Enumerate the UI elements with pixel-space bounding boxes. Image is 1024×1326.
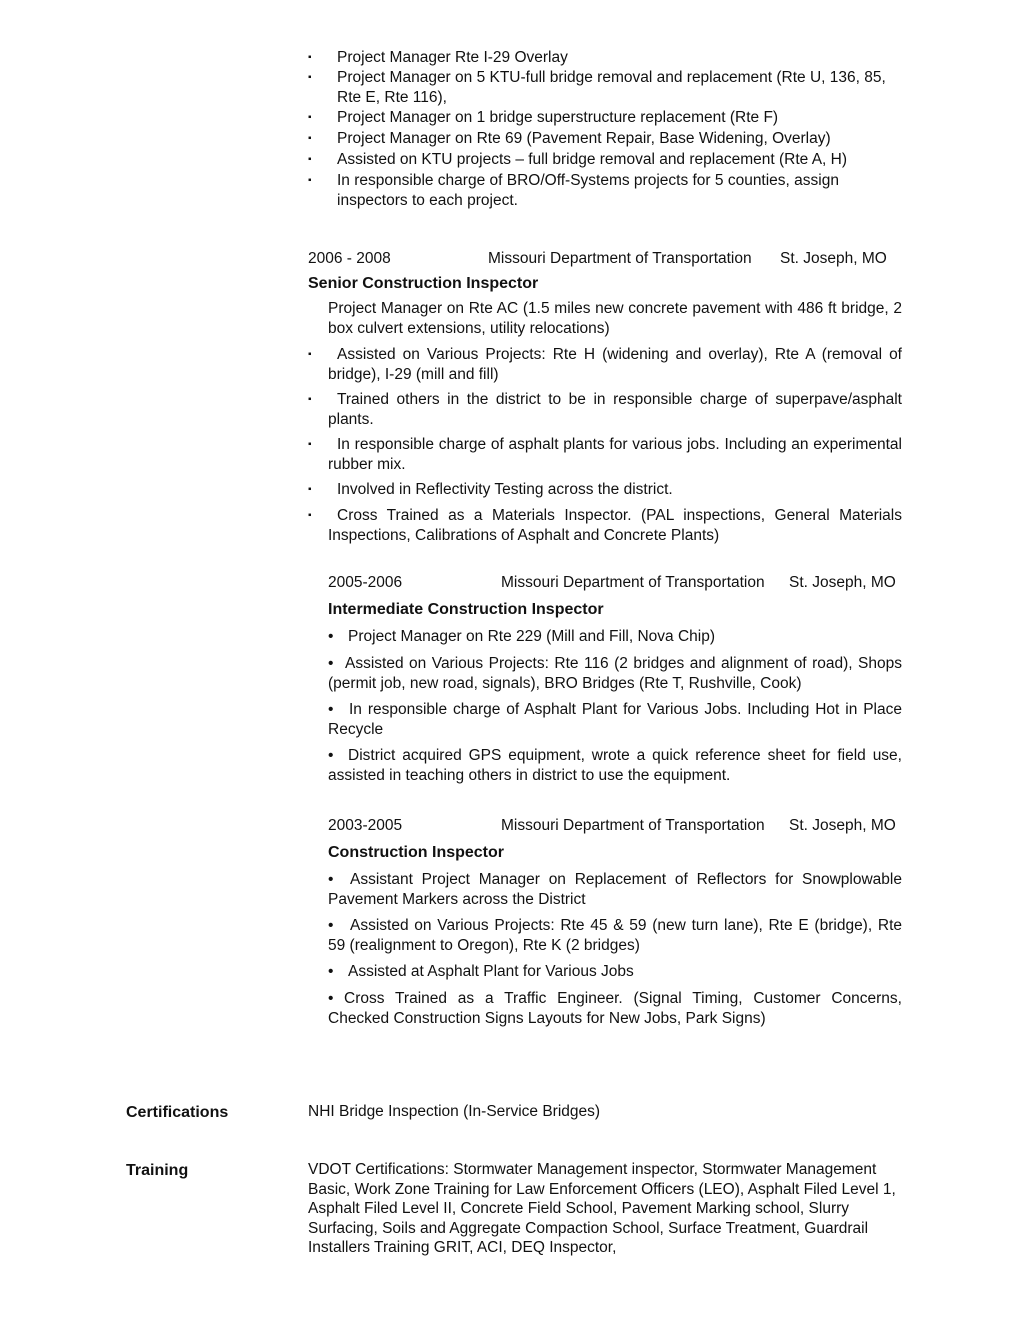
list-item: District acquired GPS equipment, wrote a quick reference sheet for field use, assisted in teaching others in district to use the equipment. bbox=[328, 747, 902, 784]
bullet-marker: ▪ bbox=[308, 112, 312, 123]
list-item: Cross Trained as a Traffic Engineer. (Signal Timing, Customer Concerns, Checked Construction Signs Layouts for New Jobs, Park Signs) bbox=[328, 990, 902, 1027]
bullet-text: Project Manager on 1 bridge superstructure replacement (Rte F) bbox=[337, 109, 779, 126]
bullet-marker: • bbox=[328, 747, 334, 764]
list-item: Project Manager on Rte 229 (Mill and Fill, Nova Chip) bbox=[348, 628, 715, 645]
list-item bbox=[308, 129, 908, 149]
bullet-marker: ▪ bbox=[308, 175, 312, 186]
job-employer: Missouri Department of Transportation bbox=[488, 250, 752, 267]
job-employer: Missouri Department of Transportation bbox=[501, 817, 765, 834]
list-item: Assisted on Various Projects: Rte 116 (2 bridges and alignment of road), Shops (permit job, new road, signals), BRO Bridges (Rte T, Rushville, Cook) bbox=[328, 655, 902, 692]
bullet-marker: ▪ bbox=[308, 394, 312, 405]
list-item: Trained others in the district to be in responsible charge of superpave/asphalt plants. bbox=[328, 391, 902, 428]
list-item: Involved in Reflectivity Testing across the district. bbox=[337, 481, 673, 498]
bullet-marker: ▪ bbox=[308, 72, 312, 83]
section-label: Certifications bbox=[126, 1104, 229, 1121]
list-item bbox=[308, 68, 908, 107]
job-dates: 2003-2005 bbox=[328, 817, 403, 834]
job-location: St. Joseph, MO bbox=[789, 817, 896, 834]
job-title: Senior Construction Inspector bbox=[308, 275, 539, 292]
list-item: In responsible charge of Asphalt Plant for Various Jobs. Including Hot in Place Recycle bbox=[328, 701, 902, 738]
job-employer: Missouri Department of Transportation bbox=[501, 574, 765, 591]
bullet-marker: • bbox=[328, 655, 334, 672]
bullet-marker: ▪ bbox=[308, 52, 312, 63]
list-item: Assisted at Asphalt Plant for Various Jobs bbox=[348, 963, 634, 980]
bullet-marker: ▪ bbox=[308, 154, 312, 165]
bullet-text: Project Manager on Rte 69 (Pavement Repair, Base Widening, Overlay) bbox=[337, 130, 831, 147]
bullet-marker: ▪ bbox=[308, 133, 312, 144]
bullet-marker: ▪ bbox=[308, 349, 312, 360]
bullet-text: Project Manager on 5 KTU-full bridge removal and replacement (Rte U, 136, 85, Rte E, Rte 116), bbox=[337, 69, 886, 106]
bullet-marker: • bbox=[328, 917, 334, 934]
certifications-text: NHI Bridge Inspection (In-Service Bridges) bbox=[308, 1103, 601, 1120]
bullet-marker: • bbox=[328, 963, 334, 980]
list-item bbox=[308, 48, 908, 68]
bullet-marker: • bbox=[328, 701, 334, 718]
bullet-marker: ▪ bbox=[308, 510, 312, 521]
job-dates: 2005-2006 bbox=[328, 574, 403, 591]
section-label: Training bbox=[126, 1162, 189, 1179]
bullet-marker: • bbox=[328, 628, 334, 645]
bullet-text: In responsible charge of BRO/Off-Systems projects for 5 counties, assign inspectors to each project. bbox=[337, 172, 839, 209]
list-item bbox=[308, 171, 908, 210]
bullet-marker: ▪ bbox=[308, 484, 312, 495]
bullet-marker: • bbox=[328, 990, 334, 1007]
bullet-marker: ▪ bbox=[308, 439, 312, 450]
list-item bbox=[308, 108, 908, 128]
job-intro: Project Manager on Rte AC (1.5 miles new concrete pavement with 486 ft bridge, 2 box culvert extensions, utility relocations) bbox=[328, 300, 902, 337]
job-title: Intermediate Construction Inspector bbox=[328, 601, 604, 618]
list-item bbox=[308, 150, 908, 170]
list-item: Cross Trained as a Materials Inspector. (PAL inspections, General Materials Inspections, Calibrations of Asphalt and Concrete Plants) bbox=[328, 507, 902, 544]
list-item: Assistant Project Manager on Replacement of Reflectors for Snowplowable Pavement Markers across the District bbox=[328, 871, 902, 908]
bullet-text: Project Manager Rte I-29 Overlay bbox=[337, 49, 568, 66]
bullet-marker: • bbox=[328, 871, 334, 888]
list-item: Assisted on Various Projects: Rte H (widening and overlay), Rte A (removal of bridge), I-29 (mill and fill) bbox=[328, 346, 902, 383]
bullet-text: Assisted on KTU projects – full bridge removal and replacement (Rte A, H) bbox=[337, 151, 848, 168]
job-dates: 2006 - 2008 bbox=[308, 250, 391, 267]
job-location: St. Joseph, MO bbox=[789, 574, 896, 591]
list-item: Assisted on Various Projects: Rte 45 & 59 (new turn lane), Rte E (bridge), Rte 59 (realignment to Oregon), Rte K (2 bridges) bbox=[328, 917, 902, 954]
job-location: St. Joseph, MO bbox=[780, 250, 887, 267]
list-item: In responsible charge of asphalt plants for various jobs. Including an experimental rubber mix. bbox=[328, 436, 902, 473]
training-text: VDOT Certifications: Stormwater Management inspector, Stormwater Management Basic, Work Zone Training for Law Enforcement Officers (LEO), Asphalt Filed Level 1, Asphalt Filed Level II, Concrete Field School, Pavement Marking school, Slurry Surfacing, Soils and Aggregate Compaction School, Surface Treatment, Guardrail Installers Training GRIT, ACI, DEQ Inspector, bbox=[308, 1161, 896, 1256]
job-title: Construction Inspector bbox=[328, 844, 505, 861]
